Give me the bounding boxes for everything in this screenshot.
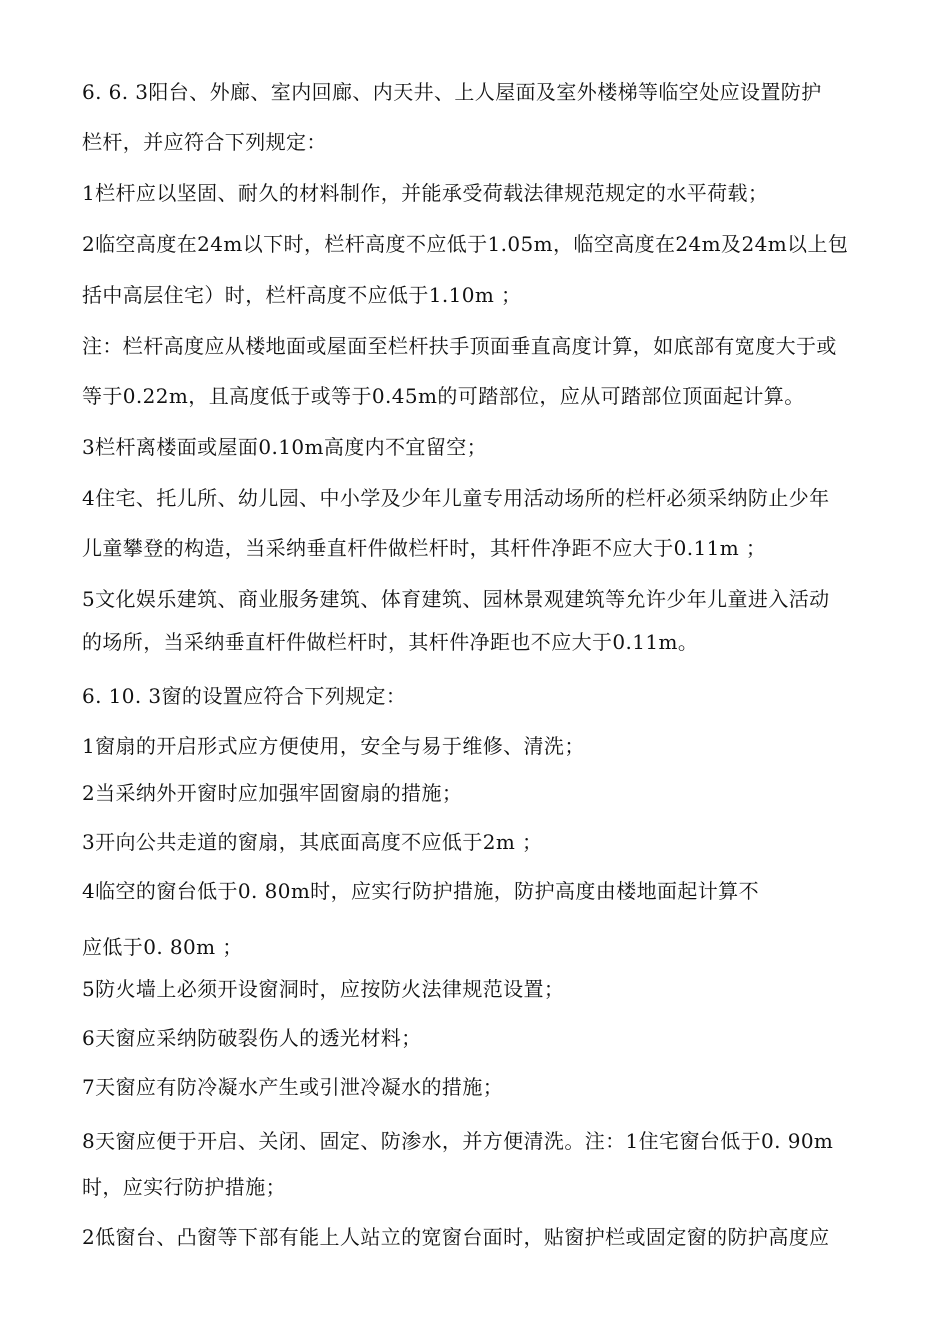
- text-line: 1窗扇的开启形式应方便使用，安全与易于维修、清洗；: [82, 734, 585, 758]
- text-line: 4住宅、托儿所、幼儿园、中小学及少年儿童专用活动场所的栏杆必须采纳防止少年: [82, 486, 830, 510]
- text-line: 5防火墙上必须开设窗洞时，应按防火法律规范设置；: [82, 977, 565, 1001]
- text-line: 3栏杆离楼面或屋面0.10m高度内不宜留空；: [82, 435, 488, 459]
- text-line: 8天窗应便于开启、关闭、固定、防渗水，并方便清洗。注：1住宅窗台低于0. 90m: [82, 1129, 834, 1153]
- text-line: 应低于0. 80m ；: [82, 935, 243, 959]
- text-line: 3开向公共走道的窗扇，其底面高度不应低于2m ；: [82, 830, 543, 854]
- text-line: 5文化娱乐建筑、商业服务建筑、体育建筑、园林景观建筑等允许少年儿童进入活动: [82, 587, 830, 611]
- text-line: 等于0.22m，且高度低于或等于0.45m的可踏部位，应从可踏部位顶面起计算。: [82, 384, 805, 408]
- text-line: 的场所，当采纳垂直杆件做栏杆时，其杆件净距也不应大于0.11m。: [82, 630, 699, 654]
- text-line: 6. 6. 3阳台、外廊、室内回廊、内天井、上人屋面及室外楼梯等临空处应设置防护: [82, 80, 822, 104]
- text-line: 注：栏杆高度应从楼地面或屋面至栏杆扶手顶面垂直高度计算，如底部有宽度大于或: [82, 334, 837, 358]
- text-line: 6天窗应采纳防破裂伤人的透光材料；: [82, 1026, 422, 1050]
- text-line: 4临空的窗台低于0. 80m时，应实行防护措施，防护高度由楼地面起计算不: [82, 879, 759, 903]
- text-line: 7天窗应有防冷凝水产生或引泄冷凝水的措施；: [82, 1075, 504, 1099]
- text-line: 1栏杆应以坚固、耐久的材料制作，并能承受荷载法律规范规定的水平荷载；: [82, 181, 769, 205]
- text-line: 时，应实行防护措施；: [82, 1175, 286, 1199]
- text-line: 6. 10. 3窗的设置应符合下列规定：: [82, 684, 407, 708]
- text-line: 栏杆，并应符合下列规定：: [82, 130, 327, 154]
- text-line: 儿童攀登的构造，当采纳垂直杆件做栏杆时，其杆件净距不应大于0.11m ；: [82, 536, 767, 560]
- text-line: 2当采纳外开窗时应加强牢固窗扇的措施；: [82, 781, 463, 805]
- text-line: 2低窗台、凸窗等下部有能上人站立的宽窗台面时，贴窗护栏或固定窗的防护高度应: [82, 1225, 830, 1249]
- text-line: 括中高层住宅）时，栏杆高度不应低于1.10m ；: [82, 283, 522, 307]
- text-line: 2临空高度在24m以下时，栏杆高度不应低于1.05m，临空高度在24m及24m以上包: [82, 232, 849, 256]
